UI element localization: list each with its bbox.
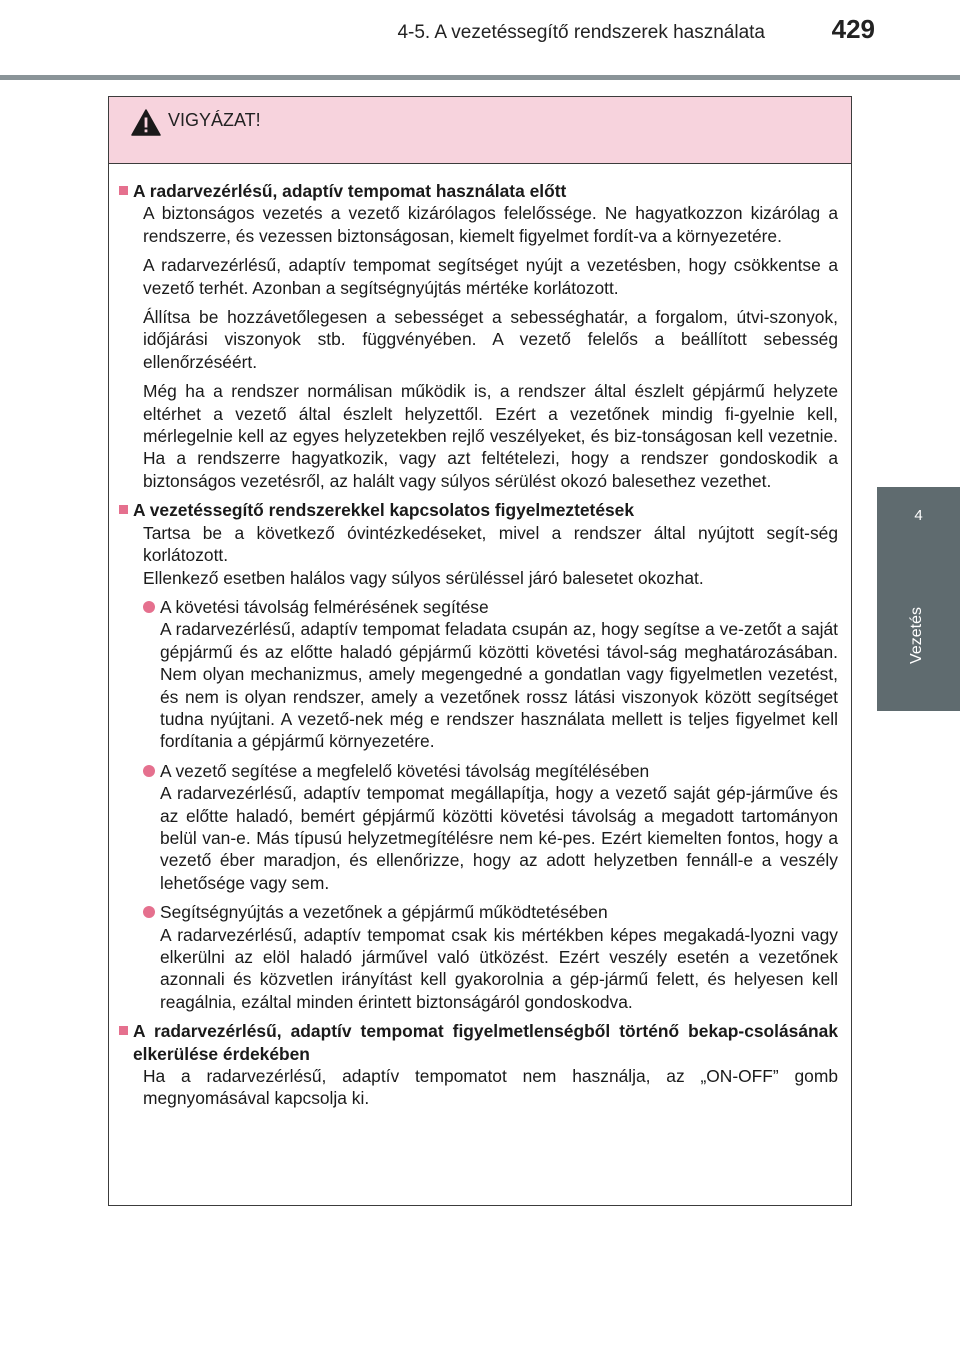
- bullet-title: [143, 596, 838, 618]
- paragraph: Állítsa be hozzávetőlegesen a sebességet a sebességhatár, a forgalom, útvi-szonyok, időjárási viszonyok stb. függvényében. A vezető felelős a beállított sebesség ellenőrzéséért.: [143, 307, 838, 372]
- bullet-item: [143, 901, 838, 1013]
- page-number: 429: [831, 14, 875, 44]
- round-bullet-icon: [143, 765, 155, 777]
- bullet-item: [143, 596, 838, 753]
- chapter-label: Vezetés: [908, 607, 925, 664]
- chapter-title: 4-5. A vezetéssegítő rendszerek használata: [397, 22, 765, 43]
- paragraph: Ellenkező esetben halálos vagy súlyos sérüléssel járó balesetet okozhat.: [143, 567, 704, 588]
- bullet-title: [143, 760, 838, 782]
- caution-box: [108, 96, 852, 1206]
- warning-triangle-icon: [131, 109, 161, 136]
- caution-title: VIGYÁZAT!: [168, 110, 261, 130]
- bullet-title-text: A vezető segítése a megfelelő követési távolság megítélésében: [160, 760, 650, 781]
- bullet-item: [143, 760, 838, 894]
- bullet-text: A radarvezérlésű, adaptív tempomat feladata csupán az, hogy segítse a ve-zetőt a saját gépjármű és az előtte haladó gépjármű közötti követési távol-ság meghatározásában. Nem olyan mechanizmus, amely megengedné a gondatlan vagy figyelmetlen vezetést, és nem is olyan rendszer, amely a vezetőnek rossz látási viszonyok között segítséget tudna nyújtani. A vezető-nek még e rendszer használata mellett is teljes figyelmet kell fordítania a gépjármű környezetére.: [160, 619, 838, 752]
- header-divider: [0, 75, 960, 80]
- paragraph: Tartsa be a következő óvintézkedéseket, mivel a rendszer által nyújtott segít-ség korlátozott.: [143, 522, 838, 566]
- bullet-text: A radarvezérlésű, adaptív tempomat csak kis mértékben képes megakadá-lyozni vagy elkerülni az elöl haladó járművel való ütközést. Ezért veszély esetén a vezetőnek azonnali és közvetlen irányítást kell gyakorolnia a gép-jármű felett, és helyesen kell reagálnia, ezáltal minden érintett biztonságáról gondoskodva.: [160, 924, 838, 1012]
- paragraph: Még ha a rendszer normálisan működik is, a rendszer által észlelt gépjármű helyzete eltérhet a vezető által észlelt helyzettől. Ezért a vezetőnek mindig fi-gyelnie kell, mérlegelnie kell az egyes helyzetekben rejlő veszélyeket, és biz-tonságosan kell vezetnie. Ha a rendszerre hagyatkozik, vagy azt feltételezi, hogy a rendszer gondoskodik a biztonságos vezetésről, az halált vagy súlyos sérülést okozó balesethez vezethet.: [143, 381, 838, 491]
- bullet-title-text: A követési távolság felmérésének segítése: [160, 596, 489, 617]
- section-heading: [119, 499, 838, 521]
- section-heading-text: A radarvezérlésű, adaptív tempomat használata előtt: [133, 181, 567, 201]
- section-before-use: [119, 180, 838, 492]
- chapter-side-tab: [877, 487, 960, 711]
- section-heading-text: A radarvezérlésű, adaptív tempomat figyelmetlenségből történő bekap-csolásának elkerülése érdekében: [133, 1021, 838, 1064]
- section-heading: [119, 1020, 838, 1065]
- square-bullet-icon: [119, 505, 128, 514]
- square-bullet-icon: [119, 186, 128, 195]
- page-header: [0, 0, 875, 70]
- round-bullet-icon: [143, 601, 155, 613]
- bullet-text: A radarvezérlésű, adaptív tempomat megállapítja, hogy a vezető saját gép-járműve és az előtte haladó, bemért gépjármű közötti követési távolság a megadott tartományon belül van-e. Más típusú helyzetmegítélésre nem ké-pes. Ezért kiemelten fontos, hogy a vezető éber maradjon, és ellenőrizze, hogy az adott helyzetben fennáll-e a veszély lehetősége vagy sem.: [160, 783, 838, 893]
- round-bullet-icon: [143, 906, 155, 918]
- caution-body: [109, 164, 851, 1110]
- paragraph: Ha a radarvezérlésű, adaptív tempomatot nem használja, az „ON-OFF” gomb megnyomásával kapcsolja ki.: [143, 1066, 838, 1109]
- square-bullet-icon: [119, 1026, 128, 1035]
- paragraph: A biztonságos vezetés a vezető kizárólagos felelőssége. Ne hagyatkozzon kizárólag a rendszerre, és vezessen biztonságosan, kiemelt figyelmet fordít-va a környezetére.: [143, 203, 838, 246]
- section-heading: [119, 180, 838, 202]
- section-avoid-accidental-activation: [119, 1020, 838, 1110]
- chapter-number: 4: [914, 507, 923, 524]
- bullet-title: [143, 901, 838, 923]
- caution-header: [109, 97, 851, 164]
- section-heading-text: A vezetéssegítő rendszerekkel kapcsolatos figyelmeztetések: [133, 500, 635, 521]
- paragraph: A radarvezérlésű, adaptív tempomat segítséget nyújt a vezetésben, hogy csökkentse a vezető terhét. Azonban a segítségnyújtás mértéke korlátozott.: [143, 255, 838, 298]
- bullet-title-text: Segítségnyújtás a vezetőnek a gépjármű működtetésében: [160, 902, 608, 923]
- section-driving-assist-warnings: [119, 499, 838, 1013]
